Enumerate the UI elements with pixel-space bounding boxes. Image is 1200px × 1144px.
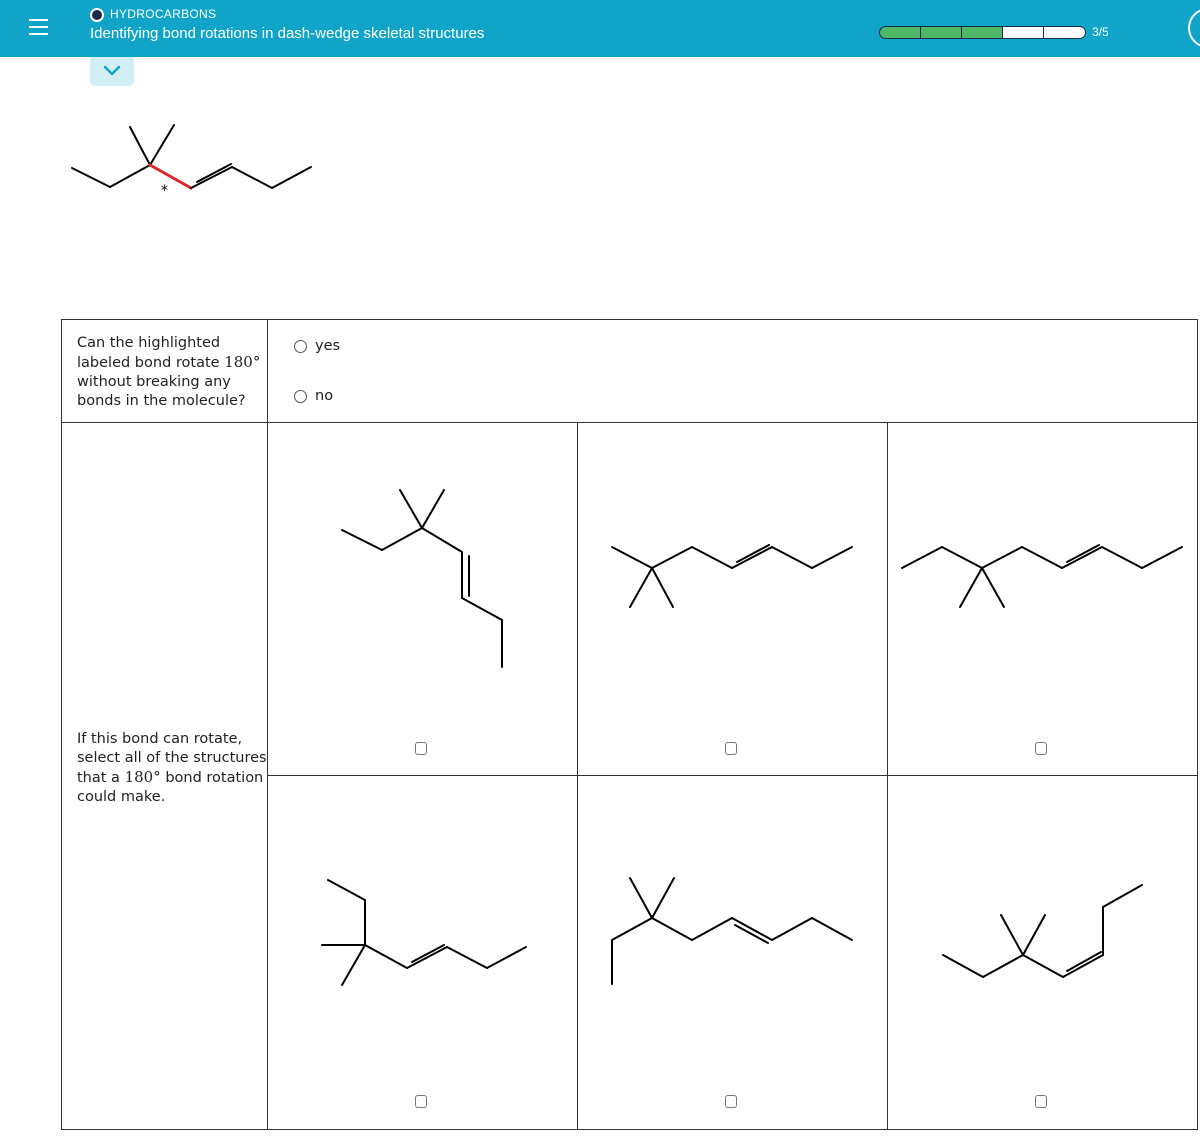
choice-5-structure (600, 872, 860, 992)
choice-2-checkbox[interactable] (725, 742, 737, 755)
question-2-prompt: If this bond can rotate, select all of the structures that a 180° bond rotation could make. (77, 731, 267, 805)
collapse-button[interactable] (90, 57, 134, 86)
topic-label: HYDROCARBONS (110, 7, 217, 21)
progress-segment (961, 26, 1003, 39)
progress-segment (1043, 26, 1086, 39)
option-no[interactable]: no (294, 388, 333, 404)
choice-6-structure (935, 875, 1155, 985)
divider (267, 775, 1197, 776)
topic-status-icon (90, 8, 104, 22)
option-yes[interactable]: yes (294, 338, 340, 354)
choice-1-structure (330, 480, 520, 675)
choice-4-checkbox[interactable] (415, 1095, 427, 1108)
highlighted-bond (150, 165, 191, 188)
choice-3-structure (890, 535, 1190, 620)
divider (62, 422, 1197, 423)
main-molecule-diagram (60, 115, 330, 210)
bond-star-label: * (161, 183, 168, 199)
radio-no[interactable] (294, 390, 307, 403)
progress-segment (1002, 26, 1044, 39)
question-table (61, 319, 1198, 1130)
question-1-prompt: Can the highlighted labeled bond rotate 180° without breaking any bonds in the molecule? (77, 335, 261, 409)
choice-2-structure (600, 535, 860, 620)
top-bar (0, 0, 1200, 57)
choice-4-structure (310, 870, 540, 995)
choice-5-checkbox[interactable] (725, 1095, 737, 1108)
choice-6-checkbox[interactable] (1035, 1095, 1047, 1108)
progress-label: 3/5 (1092, 25, 1109, 39)
radio-yes[interactable] (294, 340, 307, 353)
hamburger-menu-icon[interactable] (0, 0, 75, 57)
progress-segment (879, 26, 921, 39)
divider (267, 320, 268, 1129)
account-icon[interactable] (1188, 8, 1200, 48)
page-title: Identifying bond rotations in dash-wedge skeletal structures (90, 25, 485, 42)
progress-bar (879, 26, 1086, 39)
progress-segment (920, 26, 962, 39)
chevron-down-icon (103, 65, 121, 77)
choice-1-checkbox[interactable] (415, 742, 427, 755)
choice-3-checkbox[interactable] (1035, 742, 1047, 755)
